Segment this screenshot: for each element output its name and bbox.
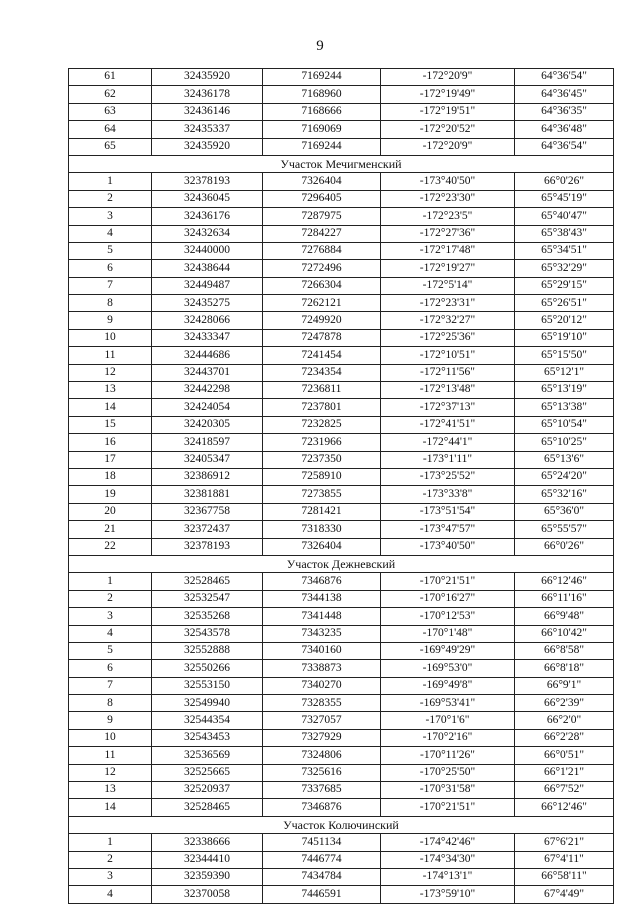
table-row: [69, 747, 614, 764]
point-number-cell: 9: [69, 712, 152, 729]
point-number-cell: 7: [69, 277, 152, 294]
x-coordinate-cell: 32535268: [152, 608, 263, 625]
longitude-cell: -172°20'52": [381, 121, 515, 138]
x-coordinate-cell: 32432634: [152, 225, 263, 242]
longitude-cell: -169°49'29": [381, 642, 515, 659]
latitude-cell: 67°4'11": [515, 851, 614, 868]
x-coordinate-cell: 32440000: [152, 242, 263, 259]
longitude-cell: -170°1'48": [381, 625, 515, 642]
coordinates-table-body: [69, 69, 614, 904]
longitude-cell: -172°10'51": [381, 347, 515, 364]
y-coordinate-cell: 7237801: [263, 399, 381, 416]
table-row: [69, 486, 614, 503]
y-coordinate-cell: 7272496: [263, 260, 381, 277]
longitude-cell: -172°5'14": [381, 277, 515, 294]
point-number-cell: 18: [69, 468, 152, 485]
latitude-cell: 66°58'11": [515, 868, 614, 885]
point-number-cell: 8: [69, 695, 152, 712]
x-coordinate-cell: 32449487: [152, 277, 263, 294]
latitude-cell: 64°36'35": [515, 103, 614, 120]
point-number-cell: 4: [69, 886, 152, 903]
y-coordinate-cell: 7446774: [263, 851, 381, 868]
longitude-cell: -173°51'54": [381, 503, 515, 520]
longitude-cell: -170°21'51": [381, 799, 515, 816]
x-coordinate-cell: 32528465: [152, 573, 263, 590]
table-row: [69, 834, 614, 851]
point-number-cell: 21: [69, 521, 152, 538]
longitude-cell: -172°19'27": [381, 260, 515, 277]
longitude-cell: -173°25'52": [381, 468, 515, 485]
table-row: [69, 886, 614, 903]
y-coordinate-cell: 7273855: [263, 486, 381, 503]
point-number-cell: 61: [69, 69, 152, 86]
latitude-cell: 66°7'52": [515, 782, 614, 799]
latitude-cell: 66°12'46": [515, 799, 614, 816]
x-coordinate-cell: 32436178: [152, 86, 263, 103]
table-row: [69, 503, 614, 520]
x-coordinate-cell: 32378193: [152, 173, 263, 190]
y-coordinate-cell: 7169244: [263, 138, 381, 155]
table-row: [69, 799, 614, 816]
longitude-cell: -173°33'8": [381, 486, 515, 503]
point-number-cell: 2: [69, 190, 152, 207]
latitude-cell: 66°9'48": [515, 608, 614, 625]
table-row: [69, 434, 614, 451]
point-number-cell: 13: [69, 782, 152, 799]
longitude-cell: -172°20'9": [381, 69, 515, 86]
x-coordinate-cell: 32338666: [152, 834, 263, 851]
table-row: [69, 312, 614, 329]
y-coordinate-cell: 7451134: [263, 834, 381, 851]
point-number-cell: 1: [69, 573, 152, 590]
latitude-cell: 67°4'49": [515, 886, 614, 903]
x-coordinate-cell: 32543453: [152, 729, 263, 746]
latitude-cell: 65°36'0": [515, 503, 614, 520]
y-coordinate-cell: 7262121: [263, 295, 381, 312]
y-coordinate-cell: 7343235: [263, 625, 381, 642]
latitude-cell: 66°10'42": [515, 625, 614, 642]
table-row: [69, 138, 614, 155]
point-number-cell: 12: [69, 764, 152, 781]
point-number-cell: 3: [69, 868, 152, 885]
section-title: Участок Мечигменский: [69, 155, 614, 172]
y-coordinate-cell: 7446591: [263, 886, 381, 903]
longitude-cell: -170°11'26": [381, 747, 515, 764]
latitude-cell: 65°32'16": [515, 486, 614, 503]
latitude-cell: 64°36'48": [515, 121, 614, 138]
longitude-cell: -172°19'51": [381, 103, 515, 120]
point-number-cell: 1: [69, 173, 152, 190]
x-coordinate-cell: 32443701: [152, 364, 263, 381]
table-row: [69, 347, 614, 364]
latitude-cell: 65°15'50": [515, 347, 614, 364]
latitude-cell: 65°12'1": [515, 364, 614, 381]
point-number-cell: 7: [69, 677, 152, 694]
x-coordinate-cell: 32428066: [152, 312, 263, 329]
y-coordinate-cell: 7327057: [263, 712, 381, 729]
x-coordinate-cell: 32359390: [152, 868, 263, 885]
latitude-cell: 64°36'54": [515, 138, 614, 155]
x-coordinate-cell: 32378193: [152, 538, 263, 555]
longitude-cell: -172°11'56": [381, 364, 515, 381]
table-row: [69, 242, 614, 259]
point-number-cell: 5: [69, 242, 152, 259]
table-row: [69, 851, 614, 868]
table-row: [69, 782, 614, 799]
x-coordinate-cell: 32433347: [152, 329, 263, 346]
table-row: [69, 677, 614, 694]
longitude-cell: -173°40'50": [381, 538, 515, 555]
point-number-cell: 3: [69, 608, 152, 625]
table-row: [69, 399, 614, 416]
x-coordinate-cell: 32381881: [152, 486, 263, 503]
y-coordinate-cell: 7344138: [263, 590, 381, 607]
y-coordinate-cell: 7326404: [263, 538, 381, 555]
point-number-cell: 1: [69, 834, 152, 851]
table-row: [69, 868, 614, 885]
latitude-cell: 66°0'26": [515, 173, 614, 190]
table-row: [69, 729, 614, 746]
table-row: [69, 208, 614, 225]
table-row: [69, 468, 614, 485]
x-coordinate-cell: 32424054: [152, 399, 263, 416]
table-row: [69, 416, 614, 433]
x-coordinate-cell: 32418597: [152, 434, 263, 451]
latitude-cell: 65°55'57": [515, 521, 614, 538]
y-coordinate-cell: 7434784: [263, 868, 381, 885]
latitude-cell: 65°40'47": [515, 208, 614, 225]
point-number-cell: 4: [69, 625, 152, 642]
point-number-cell: 12: [69, 364, 152, 381]
longitude-cell: -172°44'1": [381, 434, 515, 451]
longitude-cell: -173°1'11": [381, 451, 515, 468]
x-coordinate-cell: 32435920: [152, 69, 263, 86]
x-coordinate-cell: 32435920: [152, 138, 263, 155]
section-title: Участок Колючинский: [69, 816, 614, 833]
latitude-cell: 65°19'10": [515, 329, 614, 346]
table-row: [69, 764, 614, 781]
longitude-cell: -174°34'30": [381, 851, 515, 868]
longitude-cell: -169°53'0": [381, 660, 515, 677]
x-coordinate-cell: 32344410: [152, 851, 263, 868]
section-header-row: [69, 155, 614, 172]
latitude-cell: 65°13'6": [515, 451, 614, 468]
section-title: Участок Дежневский: [69, 555, 614, 572]
latitude-cell: 65°24'20": [515, 468, 614, 485]
table-row: [69, 608, 614, 625]
table-row: [69, 573, 614, 590]
table-row: [69, 712, 614, 729]
latitude-cell: 67°6'21": [515, 834, 614, 851]
y-coordinate-cell: 7325616: [263, 764, 381, 781]
section-header-row: [69, 555, 614, 572]
table-row: [69, 364, 614, 381]
x-coordinate-cell: 32405347: [152, 451, 263, 468]
point-number-cell: 9: [69, 312, 152, 329]
point-number-cell: 15: [69, 416, 152, 433]
y-coordinate-cell: 7168666: [263, 103, 381, 120]
x-coordinate-cell: 32543578: [152, 625, 263, 642]
table-row: [69, 451, 614, 468]
y-coordinate-cell: 7328355: [263, 695, 381, 712]
latitude-cell: 65°38'43": [515, 225, 614, 242]
point-number-cell: 63: [69, 103, 152, 120]
longitude-cell: -172°25'36": [381, 329, 515, 346]
y-coordinate-cell: 7266304: [263, 277, 381, 294]
y-coordinate-cell: 7327929: [263, 729, 381, 746]
x-coordinate-cell: 32436045: [152, 190, 263, 207]
longitude-cell: -170°21'51": [381, 573, 515, 590]
latitude-cell: 66°2'0": [515, 712, 614, 729]
point-number-cell: 8: [69, 295, 152, 312]
point-number-cell: 62: [69, 86, 152, 103]
y-coordinate-cell: 7340270: [263, 677, 381, 694]
x-coordinate-cell: 32386912: [152, 468, 263, 485]
table-row: [69, 382, 614, 399]
latitude-cell: 65°13'19": [515, 382, 614, 399]
point-number-cell: 14: [69, 799, 152, 816]
longitude-cell: -172°27'36": [381, 225, 515, 242]
y-coordinate-cell: 7231966: [263, 434, 381, 451]
table-row: [69, 225, 614, 242]
y-coordinate-cell: 7169069: [263, 121, 381, 138]
point-number-cell: 2: [69, 590, 152, 607]
longitude-cell: -170°25'50": [381, 764, 515, 781]
longitude-cell: -172°41'51": [381, 416, 515, 433]
latitude-cell: 66°8'18": [515, 660, 614, 677]
x-coordinate-cell: 32436146: [152, 103, 263, 120]
longitude-cell: -172°17'48": [381, 242, 515, 259]
longitude-cell: -170°31'58": [381, 782, 515, 799]
y-coordinate-cell: 7281421: [263, 503, 381, 520]
y-coordinate-cell: 7287975: [263, 208, 381, 225]
longitude-cell: -172°32'27": [381, 312, 515, 329]
y-coordinate-cell: 7247878: [263, 329, 381, 346]
table-row: [69, 590, 614, 607]
latitude-cell: 66°2'39": [515, 695, 614, 712]
x-coordinate-cell: 32550266: [152, 660, 263, 677]
table-row: [69, 538, 614, 555]
x-coordinate-cell: 32444686: [152, 347, 263, 364]
latitude-cell: 66°8'58": [515, 642, 614, 659]
longitude-cell: -169°49'8": [381, 677, 515, 694]
latitude-cell: 65°10'25": [515, 434, 614, 451]
latitude-cell: 66°12'46": [515, 573, 614, 590]
longitude-cell: -173°40'50": [381, 173, 515, 190]
point-number-cell: 13: [69, 382, 152, 399]
latitude-cell: 66°2'28": [515, 729, 614, 746]
latitude-cell: 64°36'45": [515, 86, 614, 103]
point-number-cell: 11: [69, 347, 152, 364]
x-coordinate-cell: 32528465: [152, 799, 263, 816]
table-row: [69, 86, 614, 103]
x-coordinate-cell: 32442298: [152, 382, 263, 399]
latitude-cell: 65°45'19": [515, 190, 614, 207]
latitude-cell: 66°11'16": [515, 590, 614, 607]
x-coordinate-cell: 32520937: [152, 782, 263, 799]
x-coordinate-cell: 32536569: [152, 747, 263, 764]
table-row: [69, 69, 614, 86]
latitude-cell: 66°0'51": [515, 747, 614, 764]
coordinates-table: [68, 68, 614, 904]
point-number-cell: 3: [69, 208, 152, 225]
x-coordinate-cell: 32552888: [152, 642, 263, 659]
x-coordinate-cell: 32436176: [152, 208, 263, 225]
latitude-cell: 65°13'38": [515, 399, 614, 416]
longitude-cell: -172°20'9": [381, 138, 515, 155]
latitude-cell: 66°9'1": [515, 677, 614, 694]
y-coordinate-cell: 7340160: [263, 642, 381, 659]
section-header-row: [69, 816, 614, 833]
point-number-cell: 6: [69, 260, 152, 277]
latitude-cell: 65°10'54": [515, 416, 614, 433]
x-coordinate-cell: 32435337: [152, 121, 263, 138]
x-coordinate-cell: 32435275: [152, 295, 263, 312]
table-row: [69, 121, 614, 138]
y-coordinate-cell: 7168960: [263, 86, 381, 103]
point-number-cell: 2: [69, 851, 152, 868]
y-coordinate-cell: 7296405: [263, 190, 381, 207]
table-row: [69, 521, 614, 538]
longitude-cell: -174°42'46": [381, 834, 515, 851]
x-coordinate-cell: 32544354: [152, 712, 263, 729]
y-coordinate-cell: 7232825: [263, 416, 381, 433]
y-coordinate-cell: 7338873: [263, 660, 381, 677]
x-coordinate-cell: 32420305: [152, 416, 263, 433]
longitude-cell: -173°47'57": [381, 521, 515, 538]
y-coordinate-cell: 7346876: [263, 573, 381, 590]
table-row: [69, 329, 614, 346]
longitude-cell: -173°59'10": [381, 886, 515, 903]
point-number-cell: 10: [69, 729, 152, 746]
table-row: [69, 660, 614, 677]
x-coordinate-cell: 32367758: [152, 503, 263, 520]
point-number-cell: 19: [69, 486, 152, 503]
y-coordinate-cell: 7249920: [263, 312, 381, 329]
point-number-cell: 65: [69, 138, 152, 155]
longitude-cell: -172°19'49": [381, 86, 515, 103]
point-number-cell: 10: [69, 329, 152, 346]
longitude-cell: -170°16'27": [381, 590, 515, 607]
latitude-cell: 66°1'21": [515, 764, 614, 781]
table-row: [69, 695, 614, 712]
x-coordinate-cell: 32372437: [152, 521, 263, 538]
latitude-cell: 65°20'12": [515, 312, 614, 329]
y-coordinate-cell: 7237350: [263, 451, 381, 468]
y-coordinate-cell: 7324806: [263, 747, 381, 764]
table-row: [69, 642, 614, 659]
longitude-cell: -172°13'48": [381, 382, 515, 399]
latitude-cell: 65°29'15": [515, 277, 614, 294]
y-coordinate-cell: 7258910: [263, 468, 381, 485]
point-number-cell: 4: [69, 225, 152, 242]
x-coordinate-cell: 32532547: [152, 590, 263, 607]
longitude-cell: -169°53'41": [381, 695, 515, 712]
latitude-cell: 65°34'51": [515, 242, 614, 259]
y-coordinate-cell: 7337685: [263, 782, 381, 799]
table-row: [69, 625, 614, 642]
table-row: [69, 277, 614, 294]
point-number-cell: 11: [69, 747, 152, 764]
table-row: [69, 295, 614, 312]
point-number-cell: 22: [69, 538, 152, 555]
table-row: [69, 173, 614, 190]
y-coordinate-cell: 7241454: [263, 347, 381, 364]
table-row: [69, 260, 614, 277]
latitude-cell: 65°26'51": [515, 295, 614, 312]
latitude-cell: 65°32'29": [515, 260, 614, 277]
latitude-cell: 64°36'54": [515, 69, 614, 86]
y-coordinate-cell: 7234354: [263, 364, 381, 381]
point-number-cell: 16: [69, 434, 152, 451]
longitude-cell: -174°13'1": [381, 868, 515, 885]
longitude-cell: -170°2'16": [381, 729, 515, 746]
table-row: [69, 103, 614, 120]
longitude-cell: -170°1'6": [381, 712, 515, 729]
x-coordinate-cell: 32549940: [152, 695, 263, 712]
point-number-cell: 20: [69, 503, 152, 520]
longitude-cell: -172°23'30": [381, 190, 515, 207]
longitude-cell: -172°23'5": [381, 208, 515, 225]
y-coordinate-cell: 7326404: [263, 173, 381, 190]
y-coordinate-cell: 7236811: [263, 382, 381, 399]
point-number-cell: 14: [69, 399, 152, 416]
x-coordinate-cell: 32370058: [152, 886, 263, 903]
point-number-cell: 6: [69, 660, 152, 677]
y-coordinate-cell: 7276884: [263, 242, 381, 259]
y-coordinate-cell: 7341448: [263, 608, 381, 625]
point-number-cell: 5: [69, 642, 152, 659]
y-coordinate-cell: 7169244: [263, 69, 381, 86]
y-coordinate-cell: 7284227: [263, 225, 381, 242]
point-number-cell: 17: [69, 451, 152, 468]
longitude-cell: -170°12'53": [381, 608, 515, 625]
longitude-cell: -172°37'13": [381, 399, 515, 416]
latitude-cell: 66°0'26": [515, 538, 614, 555]
page-number: 9: [316, 38, 324, 54]
x-coordinate-cell: 32553150: [152, 677, 263, 694]
longitude-cell: -172°23'31": [381, 295, 515, 312]
table-row: [69, 190, 614, 207]
y-coordinate-cell: 7318330: [263, 521, 381, 538]
x-coordinate-cell: 32438644: [152, 260, 263, 277]
point-number-cell: 64: [69, 121, 152, 138]
x-coordinate-cell: 32525665: [152, 764, 263, 781]
y-coordinate-cell: 7346876: [263, 799, 381, 816]
